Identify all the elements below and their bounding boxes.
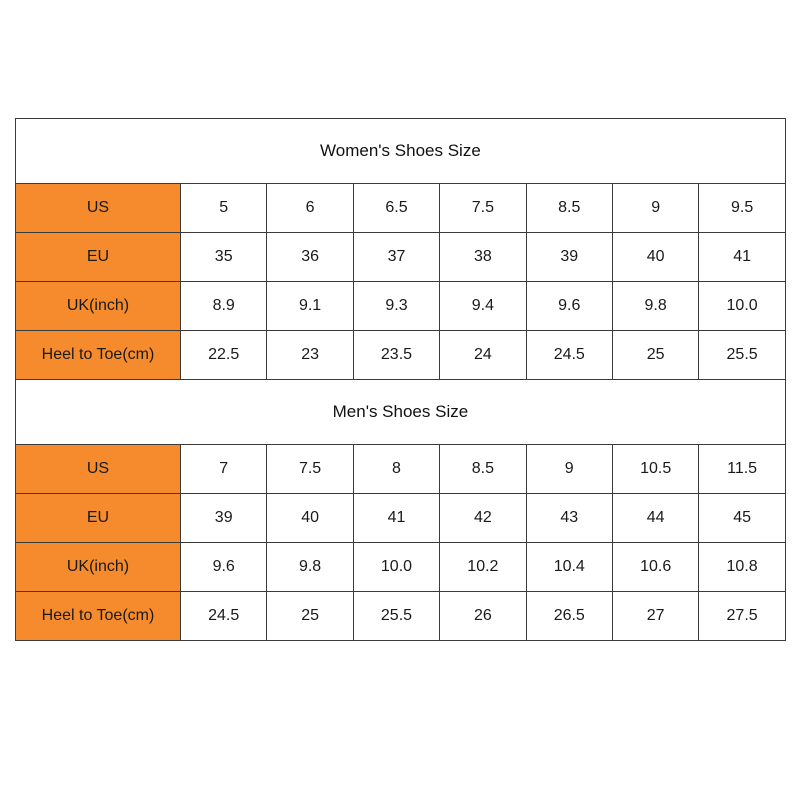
cell: 36	[267, 233, 353, 282]
cell: 10.0	[699, 282, 786, 331]
row-label-mens-us: US	[16, 445, 181, 494]
cell: 37	[353, 233, 439, 282]
cell: 44	[612, 494, 698, 543]
cell: 26.5	[526, 592, 612, 641]
table-row	[16, 592, 786, 641]
cell: 11.5	[699, 445, 786, 494]
cell: 7.5	[267, 445, 353, 494]
cell: 10.4	[526, 543, 612, 592]
cell: 42	[440, 494, 526, 543]
cell: 24	[440, 331, 526, 380]
cell: 9	[526, 445, 612, 494]
cell: 25.5	[353, 592, 439, 641]
cell: 23.5	[353, 331, 439, 380]
cell: 24.5	[181, 592, 267, 641]
cell: 39	[181, 494, 267, 543]
cell: 40	[267, 494, 353, 543]
cell: 10.6	[612, 543, 698, 592]
cell: 41	[353, 494, 439, 543]
cell: 45	[699, 494, 786, 543]
cell: 8	[353, 445, 439, 494]
cell: 27	[612, 592, 698, 641]
cell: 9.5	[699, 184, 786, 233]
cell: 40	[612, 233, 698, 282]
cell: 25	[267, 592, 353, 641]
row-label-mens-heel-to-toe: Heel to Toe(cm)	[16, 592, 181, 641]
cell: 6	[267, 184, 353, 233]
cell: 39	[526, 233, 612, 282]
cell: 25.5	[699, 331, 786, 380]
cell: 24.5	[526, 331, 612, 380]
cell: 27.5	[699, 592, 786, 641]
cell: 8.9	[181, 282, 267, 331]
section-title-row	[16, 380, 786, 445]
cell: 35	[181, 233, 267, 282]
row-label-mens-eu: EU	[16, 494, 181, 543]
shoe-size-chart-table	[15, 118, 786, 641]
table-row	[16, 494, 786, 543]
cell: 8.5	[440, 445, 526, 494]
cell: 8.5	[526, 184, 612, 233]
cell: 6.5	[353, 184, 439, 233]
cell: 26	[440, 592, 526, 641]
row-label-womens-eu: EU	[16, 233, 181, 282]
cell: 9.3	[353, 282, 439, 331]
cell: 9.6	[526, 282, 612, 331]
cell: 10.2	[440, 543, 526, 592]
table-row	[16, 543, 786, 592]
cell: 10.0	[353, 543, 439, 592]
section-title-row	[16, 119, 786, 184]
cell: 9.6	[181, 543, 267, 592]
cell: 23	[267, 331, 353, 380]
row-label-womens-uk-inch: UK(inch)	[16, 282, 181, 331]
table-row	[16, 233, 786, 282]
cell: 25	[612, 331, 698, 380]
cell: 10.5	[612, 445, 698, 494]
cell: 9	[612, 184, 698, 233]
cell: 9.4	[440, 282, 526, 331]
mens-section-title: Men's Shoes Size	[16, 380, 786, 445]
table-row	[16, 445, 786, 494]
cell: 7	[181, 445, 267, 494]
cell: 22.5	[181, 331, 267, 380]
row-label-womens-heel-to-toe: Heel to Toe(cm)	[16, 331, 181, 380]
cell: 7.5	[440, 184, 526, 233]
womens-section-title: Women's Shoes Size	[16, 119, 786, 184]
row-label-womens-us: US	[16, 184, 181, 233]
cell: 38	[440, 233, 526, 282]
cell: 43	[526, 494, 612, 543]
table-row	[16, 184, 786, 233]
table-row	[16, 282, 786, 331]
cell: 9.8	[267, 543, 353, 592]
row-label-mens-uk-inch: UK(inch)	[16, 543, 181, 592]
cell: 41	[699, 233, 786, 282]
cell: 9.8	[612, 282, 698, 331]
cell: 9.1	[267, 282, 353, 331]
cell: 10.8	[699, 543, 786, 592]
cell: 5	[181, 184, 267, 233]
table-row	[16, 331, 786, 380]
